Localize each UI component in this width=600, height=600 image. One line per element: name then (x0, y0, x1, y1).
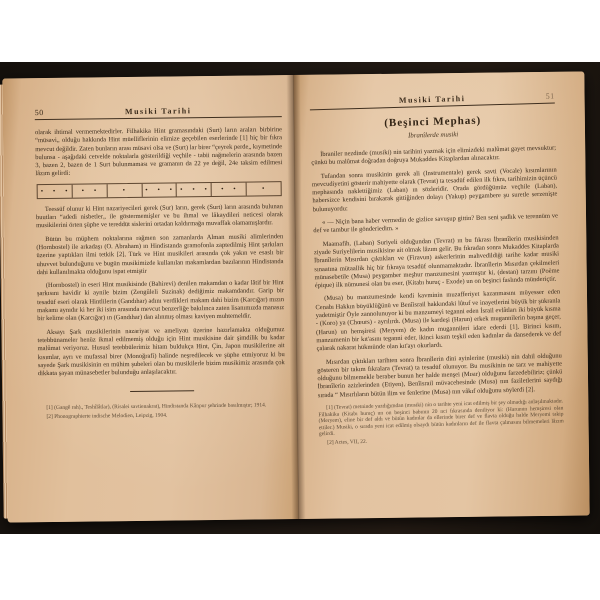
right-page-header (310, 92, 555, 111)
dot-cell: • • • (142, 183, 177, 196)
footnote-separator (130, 391, 194, 393)
section-title: (Beşinci Mephas) (384, 114, 482, 130)
footnote: [1] (Tevrat) metninde yazdığımdan (musiki) nin o tarihte yeni icat edilmiş bir şey olmadığı anlaşılmaktadır. Filhakika (Kitabı huruç) un on beşinci babının 20 nci fıkrasında deniliyor ki: (Harunun hemşiresi olan (Meryem), eline bir def aldı ve bütün kadınlar da ellerinde birer def ve flavta olduğu halde Meryemi takip ettiler.) Musiki, o sırada yeni icat edilmiş olsaydı bütün kadınların def ile flavta çalmasını bilmemeleri lâzım gelirdi. (318, 398, 564, 438)
section-subtitle: İbranîlerde musiki (408, 131, 459, 140)
body-paragraph: Tufandan sonra musikinin gerek ali (Instrumentale) gerek savti (Vocale) kısımlarının mevcudiyetini gösterir mahiyette olarak (Tevrat) ta tesadüf edilen ilk fıkra, tarihimizin üçüncü mephasında naklettiğimiz (Laban) ın sözleridir. Orada gördüğümüz veçhile (Laban), habersizce kendisini bırakarak gittiğinden dolayı (Yakup) peygambere şu suretle serzenişte bulunuyordu: (311, 166, 558, 214)
body-paragraph: Aksayı Şark musikilerinin nazariyat ve ameliyatı üzerine hazırlamakta olduğumuz tetebbünameler henüz ikmal edilmemiş olduğu için Hint musikisine dair şimdilik bu kadar malûmat veriyoruz. Hususî tetebbülerimiz hitam buldukça Hint, Çin, Japon musikilerine ait kısımlar, ayrı ve mufassal birer (Monoğrafi) halinde neşredilecek ve şüphe etmiyoruz ki bu sayede Şark musikisinin en mühim şubeleri olan bu musikilerle bizim musikimiz arasında çok dikkata şayan münasebetler bulunduğu anlaşılacaktır. (37, 325, 285, 378)
left-page-header (35, 105, 282, 120)
body-paragraph: (Hornbostel) in eseri Hint musikisinde (Bahirevi) denilen makamdan o kadar lâtif bir Hint şarkısını havidir ki aynile bizim (Zengûleli Suzinak) dediğimiz makamdandır. Garip bir tesadüf eseri olarak Hintlilerin (Gandıhar) adını verdikleri makam dahi bizim (Karcığar) mızın makamı aynıdır ki her iki isim arasında mevcut benzerliğe bakılınca zaten lisanımızda manasız bir kelime olan (Karcığar) ın (Gandıhar) dan alınmış olması kaviyen muhtemeldir. (36, 279, 285, 323)
footnote: [2] Phonographierte indische Melodien, Leipzig, 1904. (46, 412, 168, 421)
body-paragraph: olarak ihtimal vermemektedirler. Filhakika Hint gramasındaki (Surt) ların araları birbirine “müsavi„ olduğu hakkında Hint müelliflerinin elimize geçebilen eserlerinde [1] hiç bir fıkra mevcut değildir. Zaten bunların arası müsavi olsa ve (Surt) lar birer “çeyrek perde„ kıymetinde bulunsa - aşağıdaki cetvelde noktalarla gösterildiği veçhile - tabii nağmelerin arasında bazen 3, bazen 2, bazen de 1 Surt bulunmaması ve gramanın da 22 ye değil, 24e taksim edilmesi lâzım gelirdi: (34, 126, 283, 178)
left-running-title: Musiki Tarihi (124, 106, 192, 117)
body-paragraph: Bütün bu müphem noktalarına rağmen son zamanlarda Alman musiki alimlerinden (Hornbostel) ile arkadaşı (O. Abraham) ın Hindistanda gramofonla zaptedilmiş Hint şarkıları üzerine yaptıkları ilmi tetkik [2], Türk ve Hint musikileri arasında çok yakın ve esaslı bir uhuvvet bulunduğunu ve bugün musikimizde kullanılan makamlardan bazılarının Hindistanda dahi kullanılmakta olduğunu ispat etmiştir (36, 232, 284, 277)
dot-cell: • • (72, 184, 107, 197)
right-running-title: Musiki Tarihi (398, 94, 466, 105)
dot-cell: • (261, 184, 269, 193)
dot-cell: • (107, 184, 142, 197)
quote-paragraph: « — Niçin bana haber vermedin de gizlice savuşup gittin? Ben seni şadlık ve terennüm ve def ve tambur ile gönderiedim. » (313, 212, 559, 235)
body-paragraph: Maamafih, (Laban) Suriyeli olduğundan (Tevrat) ın bu fıkrası İbranîlerin musikisinden ziyade Suriyelilerin musikisine ait olmak lâzım gelir. Bu fıkradan sonra Mukaddes Kitaplarda İbranîlerin Mısırdan çıktıkları ve (Firavun) askerlerinin mahvedildiği tarihe kadar musiki sınaatına mütaallik hiç bir fıkraya tesadüf olunmamaktadır. İbranîlerin Mısırdan çekilmeleri münasebetile (Musa) peygamber meşhur manzumesini yazmıştır ki, (destan) tarzını (Poème épique) ilk nümunesi olan bu eser, (Kitabı huruç - Exode) un on beşinci faslında münderiçtir. (313, 234, 560, 290)
body-paragraph: Mısırdan çıktıkları tarihten sonra İbranîlerin dini ayinlerine (musiki) nin dahil olduğunu gösteren bir takım fıkralara (Tevrat) ta tesadüf olunuyor. Bu musikinin ne tarz ve mahiyette olduğunu bilmemekle beraber bunun her halde menşei (Mısır) olduğunu farzedebiliriz; çünkü İbranîlerin azizlerinden (Etiyen), Benîisrail müvacehesinde (Musa) nın faziletlerini saydığı sırada “ Mısırlıların bütün ilim ve fenlerine (Musa) nın vâkıf olduğunu söylerdi [2]. (317, 351, 563, 399)
body-paragraph: Teessüf olunur ki Hint nazariyecileri gerek (Sur) ların, gerek (Surt) ların arasında bulunan buutları “adedi nisbetler„ ile göstermemişler ve bu ihmal ve lâkaydileri neticesi olarak musikilerini örten şüphe ve tereddüt sislerini ortadan kaldırmağa muvaffak olamamışlardır. (35, 202, 284, 230)
dot-cell: • • (212, 182, 247, 195)
dot-table (37, 181, 282, 199)
body-paragraph: İbraniler nezdinde (musiki) nin tarihini yazmak için elimizdeki malûmat gayet mevsuktur; çünkü bu malûmat doğradan doğruya Mukaddes Kitaplardan alınacaktır. (311, 144, 557, 167)
left-page-number: 50 (34, 108, 44, 118)
open-book (2, 71, 589, 522)
book-photo (0, 62, 600, 534)
left-page (2, 75, 298, 523)
right-page (293, 71, 589, 519)
body-paragraph: (Musa) bu manzumesinde kendi kavminin muzafferiyet kazanmasını müyesser eden Cenabı Hakkın büyüklüğünü ve Benîisrail hakkındaki lûtuf ve inayetlerini büyük bir şükranla yadetmiştir Öyle zannolunuyor ki bu manzumeyi teganni eden İsrail evlâtları iki büyük kısma - (Koro) ya (Chœurs) - ayrılırdı. (Musa) ile kardeşi (Harun) erkek mugannilerin başına geçer, (Harun) un hemşiresi (Meryem) de kadın mugannileri idare ederdi [1]. Birinci kısım, manzumenin bir kıt'asını teganni eder, ikinci kısım teşkil eden kadınlar da dansederek ve def çalarak nakarat hükmünde olan kıt'ayı okurlardı. (315, 288, 562, 353)
footnote: [1] (Gangê rah)., Teshîlâtlar), (Risalei savtienakrat), Hindistanda Kânpur şehrinde basılmıştır; 1914. (46, 402, 267, 412)
header-spacer (310, 104, 344, 105)
dot-cell: • • • (177, 183, 212, 196)
right-page-number: 51 (545, 91, 555, 101)
footnote: [2] Actes, VII, 22. (327, 438, 368, 446)
dot-cell: • • • (38, 185, 73, 198)
